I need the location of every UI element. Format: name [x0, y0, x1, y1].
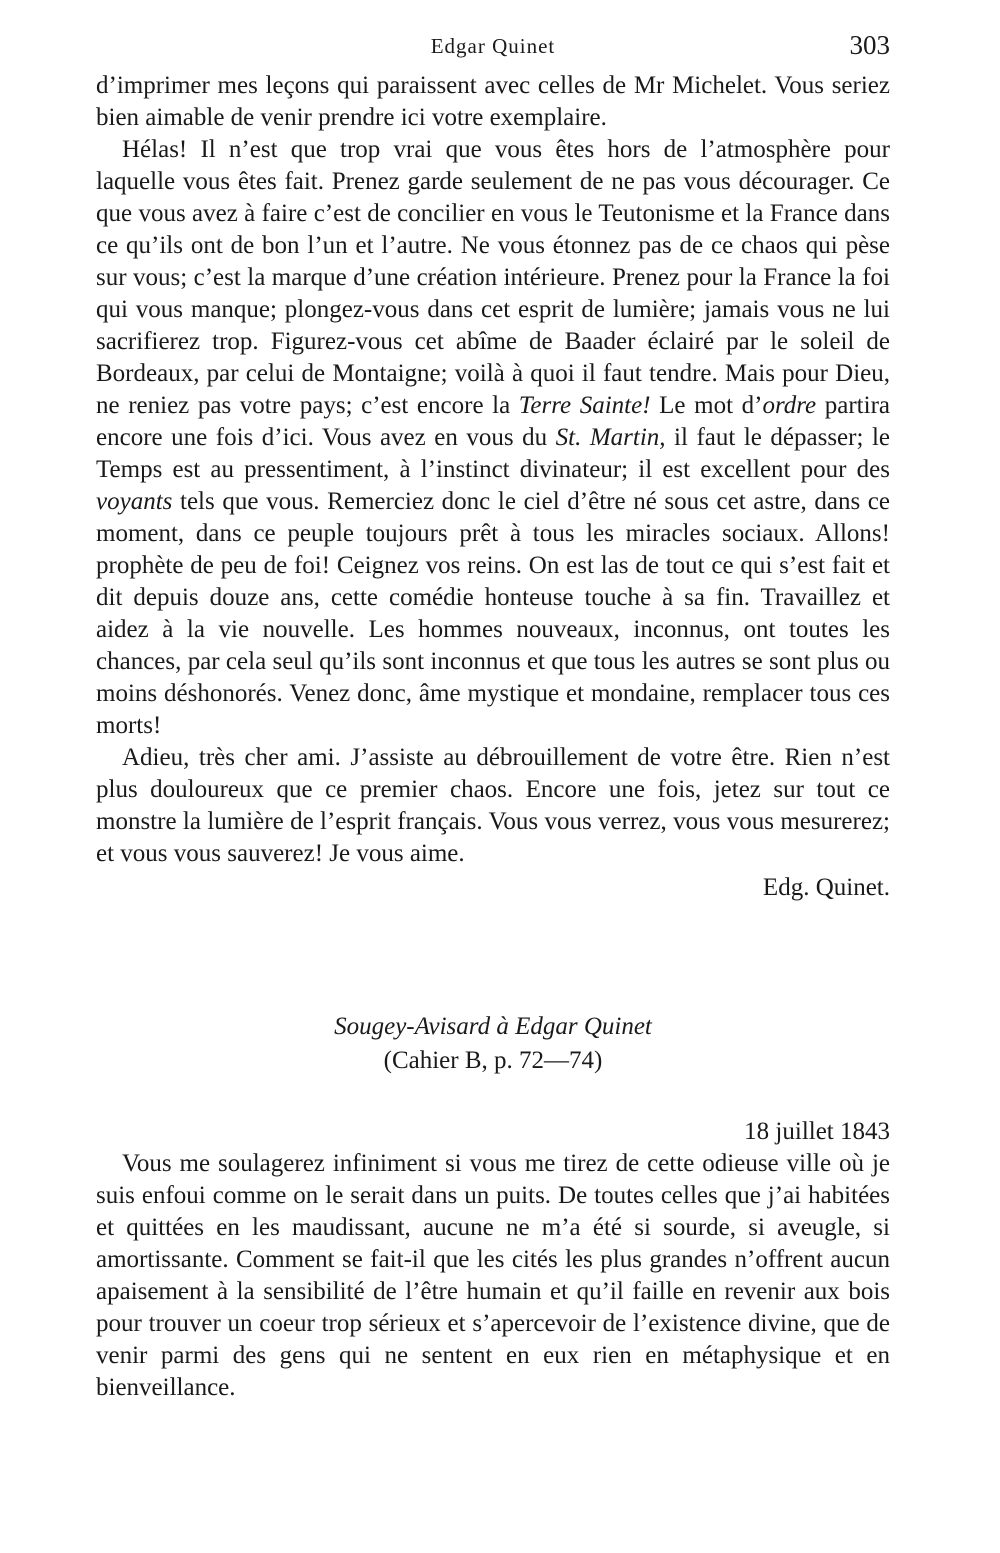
italic-voyants: voyants — [96, 488, 173, 515]
letter-title: Sougey-Avisard à Edgar Quinet — [334, 1013, 652, 1040]
signature: Edg. Quinet. — [762, 874, 890, 901]
italic-terre-sainte: Terre Sainte! — [518, 392, 651, 419]
running-title: Edgar Quinet — [430, 34, 556, 58]
running-head — [96, 30, 890, 70]
text-run: il faut le dépasser; le Temps est au pressentiment, à l’instinct divinateur; il est excellent pour des — [96, 424, 890, 483]
italic-st-martin: St. Martin, — [555, 424, 666, 451]
page-number: 303 — [849, 30, 890, 60]
paragraph-adieu: Adieu, très cher ami. J’assiste au débrouillement de votre être. Rien n’est plus douloureux que ce premier chaos. Encore une fois, jetez sur tout ce monstre la lumière de l’esprit français. Vous vous verrez, vous vous mesurerez; et vous vous sauverez! Je vous aime. — [96, 744, 890, 867]
text-run: partira encore une fois d’ici. Vous avez en vous du — [96, 392, 890, 451]
text-run: Le mot d’ — [650, 392, 763, 419]
paragraph-continuation: d’imprimer mes leçons qui paraissent avec celles de Mr Michelet. Vous seriez bien aimable de venir prendre ici votre exemplaire. — [96, 72, 890, 131]
letter-sougey-body — [96, 1148, 890, 1404]
text-run: Hélas! Il n’est que trop vrai que vous êtes hors de l’atmosphère pour laquelle vous êtes fait. Prenez garde seulement de ne pas vous décourager. Ce que vous avez à faire c’est de concilier en vous le Teutonisme et la France dans ce qu’ils ont de bon l’un et l’autre. Ne vous étonnez pas de ce chaos qui pèse sur vous; c’est la marque d’une création intérieure. Prenez pour la France la foi qui vous manque; plongez-vous dans cet esprit de lumière; jamais vous ne lui sacrifierez trop. Figurez-vous cet abîme de Baader éclairé par le soleil de Bordeaux, par celui de Montaigne; voilà à quoi il faut tendre. Mais pour Dieu, ne reniez pas votre pays; c’est encore la — [96, 136, 890, 419]
paragraph-helas — [96, 134, 890, 742]
italic-ordre: ordre — [762, 392, 817, 419]
book-page — [96, 30, 890, 1404]
letter-date: 18 juillet 1843 — [744, 1118, 890, 1145]
letter-heading — [96, 1010, 890, 1078]
letter-quinet-body — [96, 70, 890, 870]
paragraph-soulagerez: Vous me soulagerez infiniment si vous me tirez de cette odieuse ville où je suis enfoui comme on le serait dans un puits. De toutes celles que j’ai habitées et quittées en les maudissant, aucune ne m’a été si sourde, si aveugle, si amortissante. Comment se fait-il que les cités les plus grandes n’offrent aucun apaisement à la sensibilité de l’être humain et qu’il faille en revenir aux bois pour trouver un coeur trop sérieux et s’apercevoir de l’existence divine, que de venir parmi des gens qui ne sentent en eux rien en métaphysique et en bienveillance. — [96, 1150, 890, 1401]
letter-source: (Cahier B, p. 72—74) — [383, 1047, 603, 1074]
text-run: tels que vous. Remerciez donc le ciel d’être né sous cet astre, dans ce moment, dans ce peuple toujours prêt à tous les miracles sociaux. Allons! prophète de peu de foi! Ceignez vos reins. On est las de tout ce qui s’est fait et dit depuis douze ans, cette comédie honteuse touche à sa fin. Travaillez et aidez à la vie nouvelle. Les hommes nouveaux, inconnus, ont toutes les chances, par cela seul qu’ils sont inconnus et que tous les autres se sont plus ou moins déshonorés. Venez donc, âme mystique et mondaine, remplacer tous ces morts! — [96, 488, 890, 739]
